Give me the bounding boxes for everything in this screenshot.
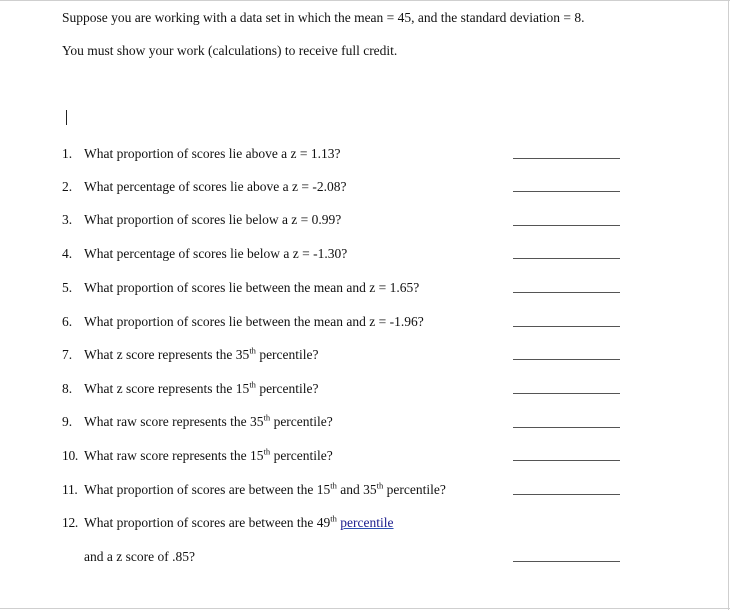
answer-blank-10[interactable] <box>513 460 620 461</box>
question-text-middle: and 35 <box>336 482 377 497</box>
question-text-end: percentile? <box>270 448 333 463</box>
question-2[interactable] <box>62 179 347 195</box>
answer-blank-8[interactable] <box>513 393 620 394</box>
ordinal-suffix: th <box>330 513 337 524</box>
question-text: What percentage of scores lie above a z = -2.08? <box>84 179 347 194</box>
answer-blank-7[interactable] <box>513 359 620 360</box>
question-number: 4. <box>62 246 73 261</box>
question-10[interactable] <box>62 448 333 464</box>
ordinal-suffix: th <box>263 446 271 457</box>
question-text-start: What raw score represents the 35 <box>84 414 264 429</box>
question-5[interactable] <box>62 280 419 296</box>
question-9[interactable] <box>62 414 333 430</box>
ordinal-suffix-2: th <box>376 480 384 491</box>
page-edge-right <box>728 0 729 610</box>
question-text-end: percentile? <box>270 414 333 429</box>
question-text-start: What z score represents the 35 <box>84 347 250 362</box>
question-4[interactable] <box>62 246 347 262</box>
question-text: What proportion of scores lie between the mean and z = 1.65? <box>84 280 420 295</box>
page-edge-bottom <box>0 608 730 609</box>
question-text-end: percentile? <box>255 381 319 396</box>
intro-paragraph-1: Suppose you are working with a data set in which the mean = 45, and the standard deviation = 8. <box>62 10 585 25</box>
question-text: What proportion of scores lie above a z = 1.13? <box>84 146 341 161</box>
answer-blank-3[interactable] <box>513 225 620 226</box>
ordinal-suffix: th <box>330 480 337 491</box>
question-number: 10. <box>62 448 78 463</box>
question-number: 8. <box>62 381 73 396</box>
question-text: What percentage of scores lie below a z = -1.30? <box>84 246 348 261</box>
question-number: 7. <box>62 347 73 362</box>
question-number: 12. <box>62 515 78 530</box>
answer-blank-6[interactable] <box>513 326 620 327</box>
ordinal-suffix: th <box>249 379 256 390</box>
question-text-start: What proportion of scores are between the 15 <box>84 482 331 497</box>
question-text-start: What z score represents the 15 <box>84 381 250 396</box>
question-12-continuation: and a z score of .85? <box>84 549 195 564</box>
question-7[interactable] <box>62 347 319 363</box>
question-6[interactable] <box>62 314 424 330</box>
answer-blank-2[interactable] <box>513 191 620 192</box>
question-text-start: What proportion of scores are between the 49 <box>84 515 331 530</box>
question-number: 2. <box>62 179 73 194</box>
answer-blank-5[interactable] <box>513 292 620 293</box>
question-text: What proportion of scores lie below a z = 0.99? <box>84 212 342 227</box>
answer-blank-9[interactable] <box>513 427 620 428</box>
answer-blank-12[interactable] <box>513 561 620 562</box>
question-number: 9. <box>62 414 73 429</box>
question-12[interactable] <box>62 515 394 531</box>
question-number: 11. <box>62 482 78 497</box>
question-3[interactable] <box>62 212 341 228</box>
intro-paragraph-2: You must show your work (calculations) to receive full credit. <box>62 43 398 58</box>
question-1[interactable] <box>62 146 341 162</box>
question-8[interactable] <box>62 381 319 397</box>
ordinal-suffix: th <box>249 345 256 356</box>
question-number: 1. <box>62 146 73 161</box>
ordinal-suffix: th <box>263 412 271 423</box>
answer-blank-11[interactable] <box>513 494 620 495</box>
question-11[interactable] <box>62 482 446 498</box>
question-text-end: percentile? <box>383 482 446 497</box>
question-text: What proportion of scores lie between the mean and z = -1.96? <box>84 314 424 329</box>
answer-blank-1[interactable] <box>513 158 620 159</box>
question-number: 5. <box>62 280 73 295</box>
answer-blank-4[interactable] <box>513 258 620 259</box>
question-number: 3. <box>62 212 73 227</box>
page-edge-top <box>0 0 730 1</box>
percentile-link[interactable]: percentile <box>340 515 394 530</box>
question-text-start: What raw score represents the 15 <box>84 448 264 463</box>
question-number: 6. <box>62 314 73 329</box>
text-cursor[interactable] <box>66 110 67 125</box>
question-text-end: percentile? <box>255 347 319 362</box>
